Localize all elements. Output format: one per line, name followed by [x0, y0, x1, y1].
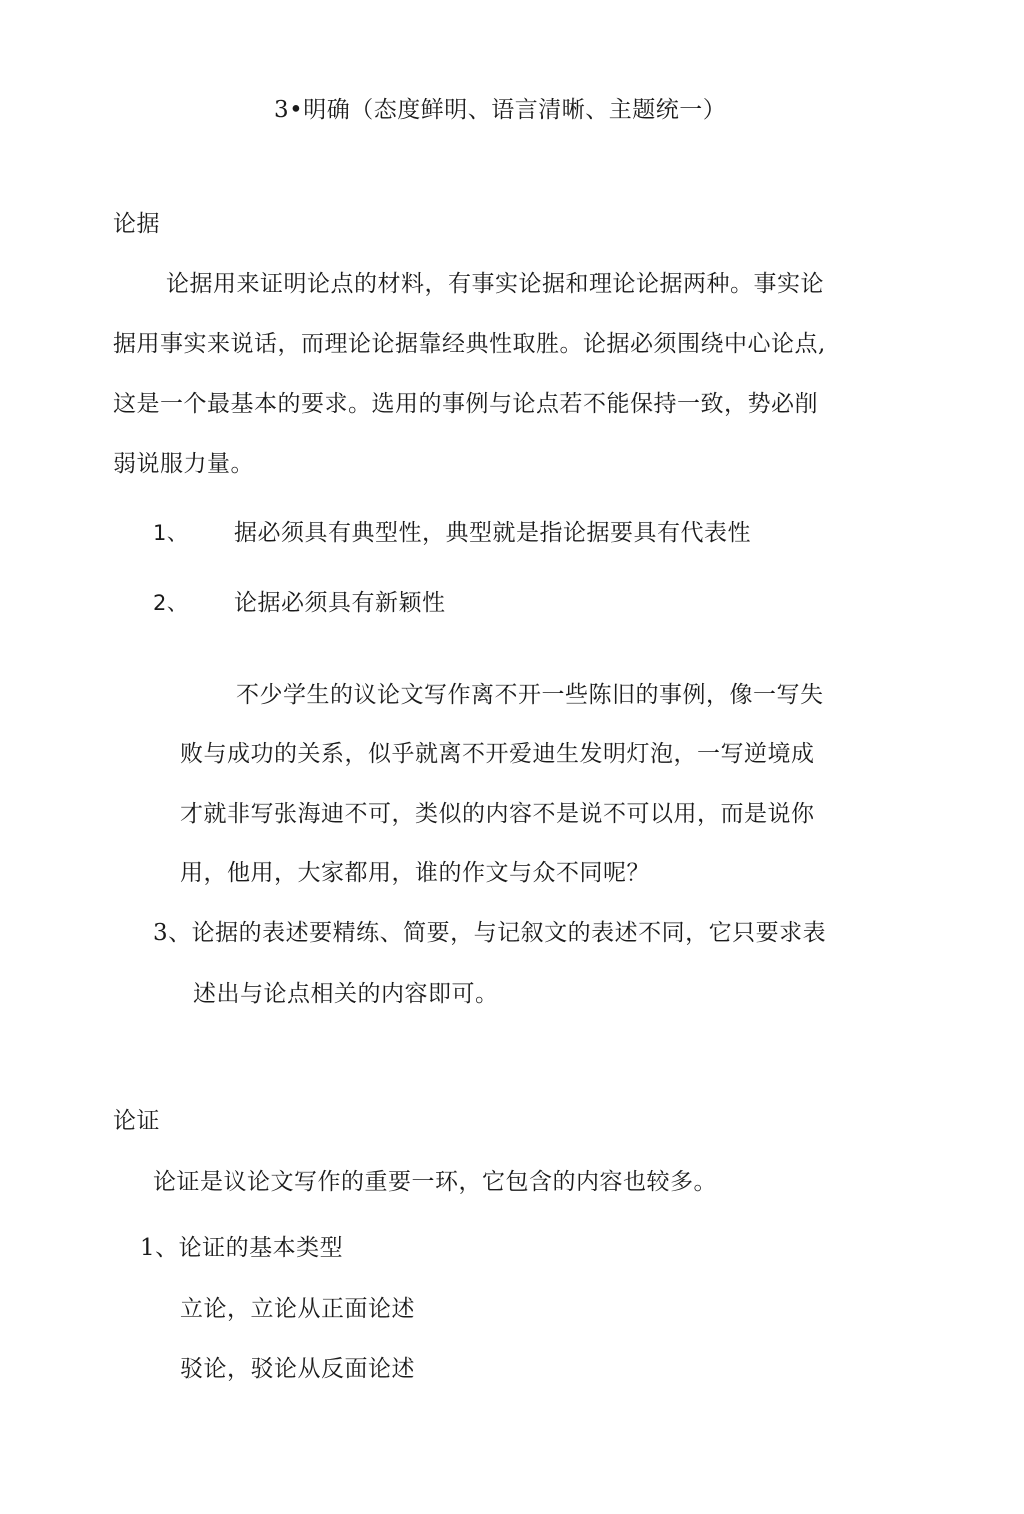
paragraph-line: 据用事实来说话，而理论论据靠经典性取胜。论据必须围绕中心论点, — [113, 331, 826, 357]
section-title-evidence: 论据 — [113, 211, 160, 237]
list-item-text: 据必须具有典型性，典型就是指论据要具有代表性 — [234, 520, 751, 546]
paragraph-line: 败与成功的关系，似乎就离不开爱迪生发明灯泡，一写逆境成 — [180, 741, 815, 767]
argument-intro: 论证是议论文写作的重要一环，它包含的内容也较多。 — [153, 1169, 717, 1195]
paragraph-line: 用，他用，大家都用，谁的作文与众不同呢？ — [180, 860, 650, 886]
paragraph-line: 才就非写张海迪不可，类似的内容不是说不可以用，而是说你 — [180, 801, 815, 827]
argument-item-1-title: 1、论证的基本类型 — [140, 1235, 344, 1261]
paragraph-line: 不少学生的议论文写作离不开一些陈旧的事例，像一写失 — [236, 682, 824, 708]
paragraph-line: 3、论据的表述要精练、简要，与记叙文的表述不同，它只要求表 — [153, 920, 827, 946]
paragraph-line: 述出与论点相关的内容即可。 — [193, 981, 499, 1007]
paragraph-line: 弱说服力量。 — [113, 451, 254, 477]
list-item-number: 1、 — [153, 521, 189, 545]
list-item-number: 2、 — [153, 591, 189, 615]
section-title-argument: 论证 — [113, 1108, 160, 1134]
argument-type-line: 驳论，驳论从反面论述 — [180, 1356, 415, 1382]
argument-type-line: 立论，立论从正面论述 — [180, 1296, 415, 1322]
page-heading: 3•明确（态度鲜明、语言清晰、主题统一） — [274, 97, 727, 123]
list-item-text: 论据必须具有新颖性 — [234, 590, 446, 616]
paragraph-line: 这是一个最基本的要求。选用的事例与论点若不能保持一致，势必削 — [113, 391, 818, 417]
paragraph-line: 论据用来证明论点的材料，有事实论据和理论论据两种。事实论 — [166, 271, 824, 297]
